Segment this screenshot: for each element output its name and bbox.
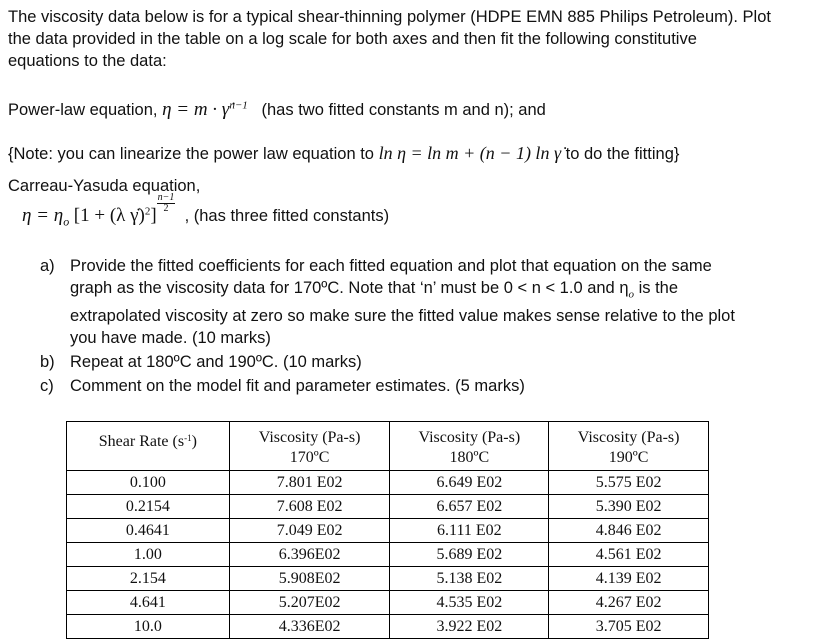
power-law-line — [8, 99, 808, 121]
header-170-line1: Viscosity (Pa-s) — [258, 429, 361, 446]
header-shear-rate-sup: -1 — [184, 433, 192, 443]
table-row — [67, 519, 709, 543]
intro-line-1: The viscosity data below is for a typical shear-thinning polymer (HDPE EMN 885 Philips Petroleum). Plot — [8, 8, 771, 26]
table-cell: 10.0 — [67, 615, 230, 639]
header-shear-rate — [67, 422, 230, 471]
table-cell: 4.641 — [67, 591, 230, 615]
table-cell: 0.2154 — [67, 495, 230, 519]
intro-line-3: equations to the data: — [8, 52, 167, 70]
table-cell: 7.049 E02 — [229, 519, 390, 543]
linearize-suffix: to do the fitting} — [565, 145, 680, 163]
table-cell: 3.922 E02 — [390, 615, 549, 639]
table-row — [67, 471, 709, 495]
table-row — [67, 615, 709, 639]
table-cell: 5.575 E02 — [549, 471, 709, 495]
header-shear-rate-tail: ) — [191, 433, 197, 450]
table-row — [67, 591, 709, 615]
table-cell: 6.396E02 — [229, 543, 390, 567]
table-cell: 4.267 E02 — [549, 591, 709, 615]
table-cell: 5.390 E02 — [549, 495, 709, 519]
header-170-line2: 170ºC — [289, 449, 330, 466]
table-cell: 6.657 E02 — [390, 495, 549, 519]
table-cell: 5.138 E02 — [390, 567, 549, 591]
table-cell: 4.846 E02 — [549, 519, 709, 543]
header-viscosity-190 — [549, 422, 709, 471]
table-cell: 6.111 E02 — [390, 519, 549, 543]
question-c-label: c) — [40, 377, 54, 396]
question-a-line-2-text: graph as the viscosity data for 170ºC. Note that ‘n’ must be 0 < n < 1.0 and η — [70, 279, 629, 297]
question-b-text: Repeat at 180ºC and 190ºC. (10 marks) — [70, 353, 362, 372]
carreau-equation-line — [22, 192, 817, 232]
question-c-text: Comment on the model fit and parameter estimates. (5 marks) — [70, 377, 525, 396]
table-cell: 5.908E02 — [229, 567, 390, 591]
header-190-line2: 190ºC — [608, 449, 649, 466]
carreau-eta: η = η — [22, 205, 64, 226]
carreau-frac-num: n−1 — [157, 192, 175, 203]
question-b — [40, 351, 800, 373]
linearize-note — [8, 142, 808, 165]
header-180-line2: 180ºC — [449, 449, 490, 466]
header-viscosity-180 — [390, 422, 549, 471]
table-cell: 1.00 — [67, 543, 230, 567]
carreau-label: Carreau-Yasuda equation, — [8, 177, 201, 195]
question-list — [40, 255, 800, 397]
power-law-note: (has two fitted constants m and n); and — [261, 101, 546, 119]
table-cell: 2.154 — [67, 567, 230, 591]
question-a-label: a) — [40, 257, 55, 275]
viscosity-table — [66, 421, 709, 639]
carreau-bracket: [1 + (λ γ̇) — [73, 205, 145, 226]
question-a-eta-sub: o — [628, 288, 634, 301]
question-a-line-2 — [70, 277, 800, 305]
table-cell: 7.608 E02 — [229, 495, 390, 519]
question-b-label: b) — [40, 353, 55, 372]
table-cell: 0.4641 — [67, 519, 230, 543]
table-row — [67, 495, 709, 519]
power-law-label: Power-law equation, — [8, 101, 158, 119]
table-cell: 3.705 E02 — [549, 615, 709, 639]
power-law-equation: η = m · γ̇ — [162, 99, 230, 120]
question-a-line-3: extrapolated viscosity at zero so make sure the fitted value makes sense relative to the plot — [70, 307, 735, 326]
linearize-prefix: {Note: you can linearize the power law equation to — [8, 145, 374, 163]
table-cell: 4.336E02 — [229, 615, 390, 639]
table-header-row — [67, 422, 709, 471]
carreau-exponent-fraction — [157, 193, 176, 214]
table-cell: 5.689 E02 — [390, 543, 549, 567]
question-a-line-2-tail: is the — [634, 279, 679, 297]
intro-line-2: the data provided in the table on a log scale for both axes and then fit the following constitutive — [8, 30, 697, 48]
header-viscosity-170 — [229, 422, 390, 471]
question-a — [40, 255, 800, 349]
header-180-line1: Viscosity (Pa-s) — [418, 429, 521, 446]
table-cell: 5.207E02 — [229, 591, 390, 615]
table-cell: 6.649 E02 — [390, 471, 549, 495]
header-190-line1: Viscosity (Pa-s) — [577, 429, 680, 446]
table-cell: 4.139 E02 — [549, 567, 709, 591]
question-a-line-1: Provide the fitted coefficients for each fitted equation and plot that equation on the same — [70, 257, 712, 275]
carreau-frac-den: 2 — [163, 203, 169, 214]
question-a-line-4: you have made. (10 marks) — [70, 329, 271, 348]
carreau-close: ] — [150, 205, 157, 226]
table-row — [67, 543, 709, 567]
question-c — [40, 375, 800, 397]
table-cell: 0.100 — [67, 471, 230, 495]
table-cell: 7.801 E02 — [229, 471, 390, 495]
intro-paragraph — [8, 6, 808, 72]
table-cell: 4.535 E02 — [390, 591, 549, 615]
table-row — [67, 567, 709, 591]
carreau-square: 2 — [144, 205, 151, 218]
power-law-exponent: n−1 — [229, 99, 248, 112]
table-cell: 4.561 E02 — [549, 543, 709, 567]
linearize-equation: ln η = ln m + (n − 1) ln γ̇ — [378, 143, 562, 163]
carreau-note: , (has three fitted constants) — [184, 207, 390, 225]
carreau-eta-sub: o — [63, 214, 70, 229]
header-shear-rate-text: Shear Rate (s — [98, 433, 185, 450]
